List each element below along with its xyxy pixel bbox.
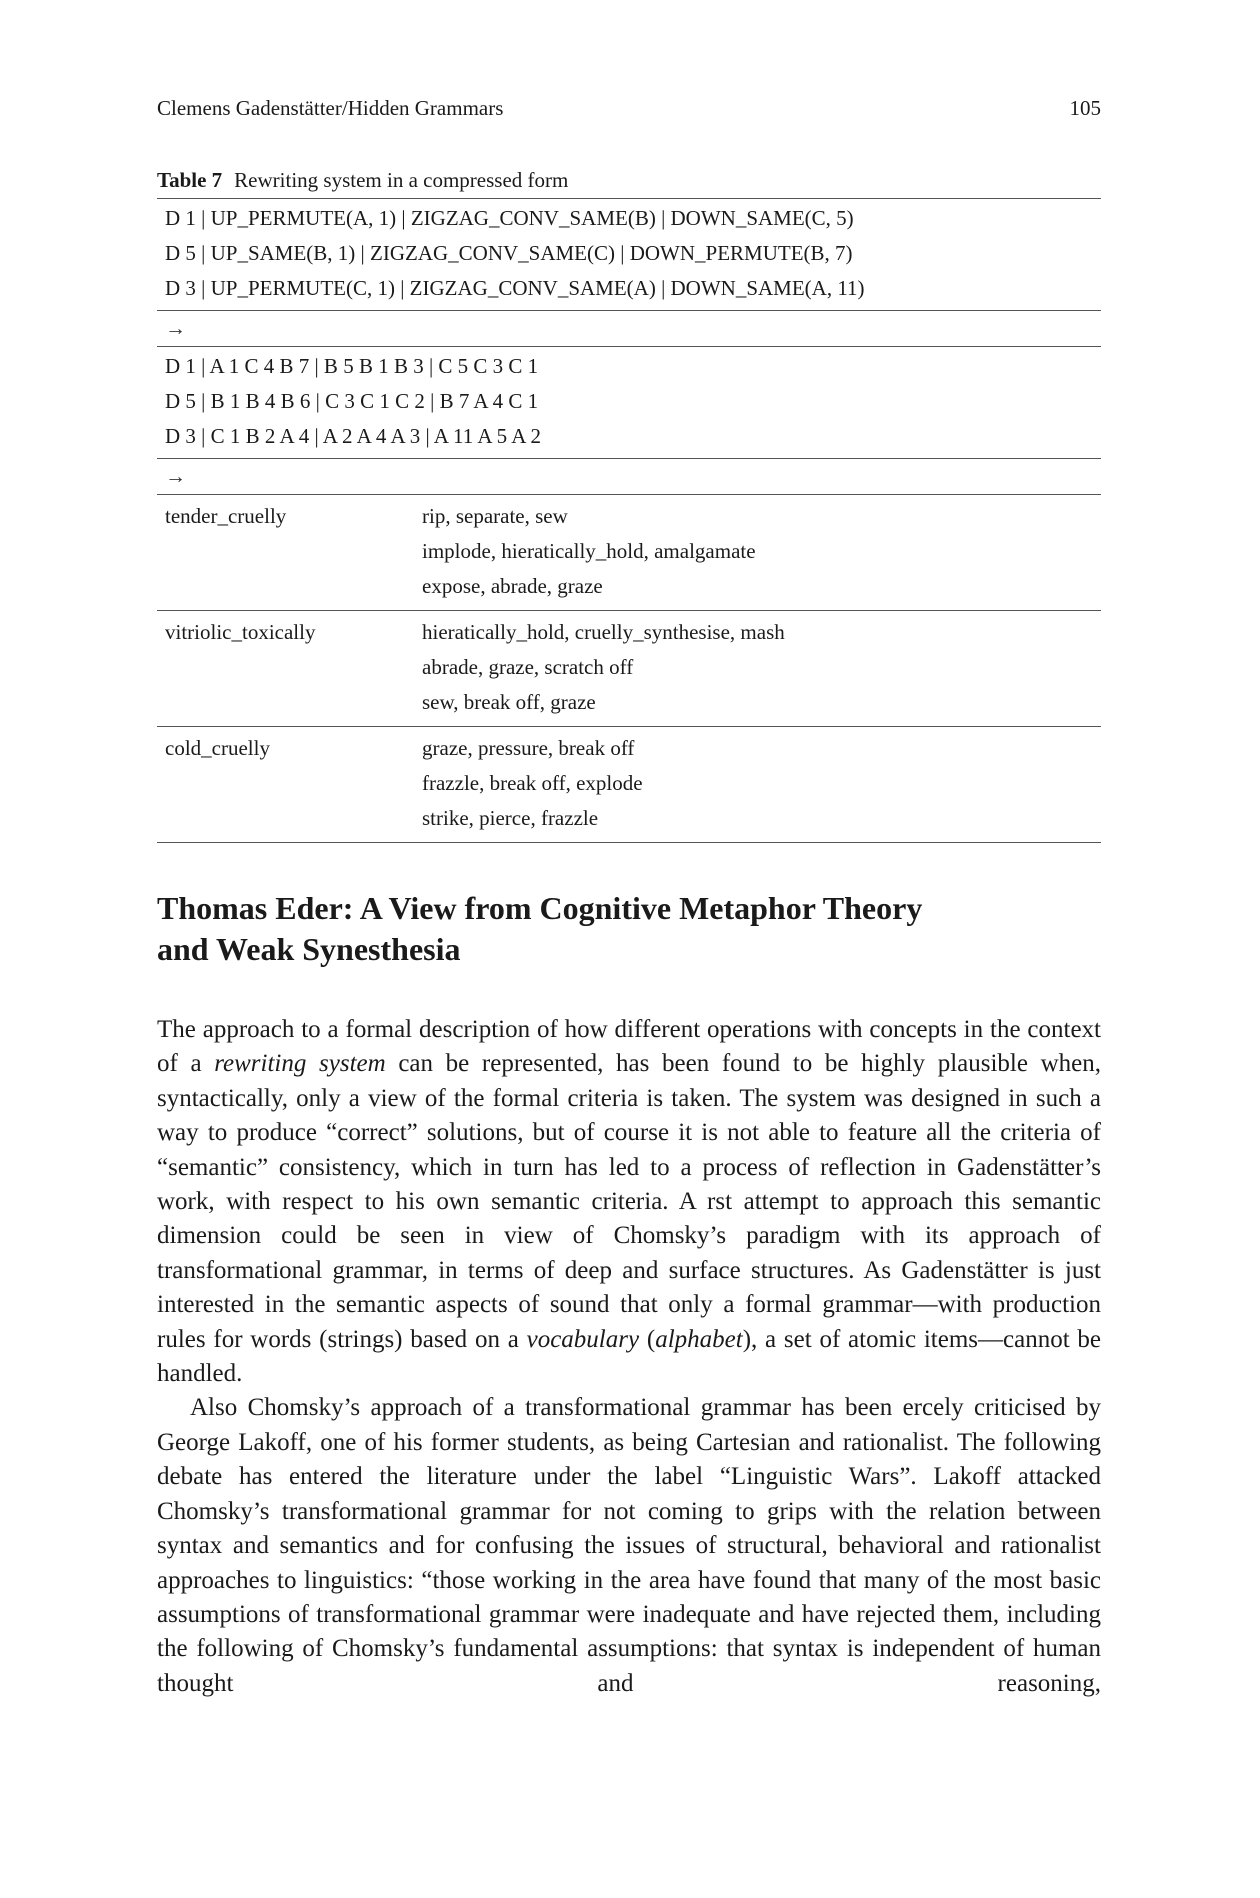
sequence-lines [157, 347, 1101, 458]
sequence-line: D 5 | B 1 B 4 B 6 | C 3 C 1 C 2 | B 7 A 4 C 1 [165, 389, 539, 413]
section-heading [157, 888, 1101, 970]
table-label: Table 7 [157, 168, 223, 192]
mapping-values [422, 615, 1093, 720]
mapping-value: graze, pressure, break off [422, 736, 635, 760]
text-run: ), a set of atomic items—cannot be handled. [157, 1325, 1102, 1388]
mapping-key: cold_cruelly [165, 736, 270, 760]
mapping-value: strike, pierce, frazzle [422, 806, 599, 830]
text-run: ( [639, 1325, 656, 1353]
mapping-values [422, 731, 1093, 836]
mapping-value: rip, separate, sew [422, 504, 568, 528]
mapping-value: abrade, graze, scratch off [422, 655, 634, 679]
sequence-line: D 1 | A 1 C 4 B 7 | B 5 B 1 B 3 | C 5 C 3 C 1 [165, 354, 539, 378]
mapping-value: implode, hieratically_hold, amalgamate [422, 539, 756, 563]
rule-line: D 3 | UP_PERMUTE(C, 1) | ZIGZAG_CONV_SAME(A) | DOWN_SAME(A, 11) [165, 276, 865, 300]
mapping-row [157, 727, 1101, 842]
mapping-values [422, 499, 1093, 604]
mapping-key: tender_cruelly [165, 504, 287, 528]
arrow-row: → [165, 316, 186, 340]
mapping-key: vitriolic_toxically [165, 620, 316, 644]
mapping-value: expose, abrade, graze [422, 574, 603, 598]
rule-line: D 1 | UP_PERMUTE(A, 1) | ZIGZAG_CONV_SAME(B) | DOWN_SAME(C, 5) [165, 206, 854, 230]
rule-lines [157, 199, 1101, 310]
body-text [157, 1013, 1101, 1701]
section-heading-line: and Weak Synesthesia [157, 931, 461, 967]
mapping-value: frazzle, break off, explode [422, 771, 643, 795]
italic-term: alphabet [655, 1325, 743, 1353]
running-title: Clemens Gadenstätter/Hidden Grammars [157, 96, 504, 120]
text-run: can be represented, has been found to be highly plausible when, syntactically, only a view of the formal criteria is taken. The system was designed in such a way to produce “correct” solutions, but of course it is not able to feature all the criteria of “semantic” consistency, which in turn has led to a process of reflection in Gadenstätter’s work, with respect to his own semantic criteria. A rst attempt to approach this semantic dimension could be seen in view of Chomsky’s paradigm with its approach of transformational grammar, in terms of deep and surface structures. As Gadenstätter is just interested in the semantic aspects of sound that only a formal grammar—with production rules for words (strings) based on a [157, 1050, 1102, 1353]
mapping-row [157, 611, 1101, 726]
mapping-row [157, 495, 1101, 610]
text-run: The approach to a formal description of how different operations with concepts in the context of a [157, 1016, 1101, 1078]
arrow-row: → [165, 464, 186, 488]
italic-term: vocabulary [526, 1325, 640, 1353]
sequence-line: D 3 | C 1 B 2 A 4 | A 2 A 4 A 3 | A 11 A 5 A 2 [165, 424, 541, 448]
italic-term: rewriting system [214, 1050, 386, 1078]
section-heading-line: Thomas Eder: A View from Cognitive Metaphor Theory [157, 890, 923, 926]
paragraph [157, 1013, 1101, 1391]
table-7 [157, 166, 1101, 843]
mapping-value: sew, break off, graze [422, 690, 596, 714]
running-head [157, 96, 1101, 121]
table-caption-text: Rewriting system in a compressed form [234, 168, 569, 192]
rule-line: D 5 | UP_SAME(B, 1) | ZIGZAG_CONV_SAME(C) | DOWN_PERMUTE(B, 7) [165, 241, 853, 265]
mapping-value: hieratically_hold, cruelly_synthesise, mash [422, 620, 785, 644]
paragraph: Also Chomsky’s approach of a transformational grammar has been ercely criticised by George Lakoff, one of his former students, as being Cartesian and rationalist. The following debate has entered the literature under the label “Linguistic Wars”. Lakoff attacked Chomsky’s transformational grammar for not coming to grips with the relation between syntax and semantics and for confusing the issues of structural, behavioral and rationalist approaches to linguistics: “those working in the area have found that many of the most basic assumptions of transformational grammar were inadequate and have rejected them, including the following of Chomsky’s fundamental assumptions: that syntax is independent of human thought and reasoning, [157, 1394, 1101, 1697]
table-caption [157, 166, 1101, 194]
page-number: 105 [1069, 96, 1101, 120]
table-rule [157, 842, 1101, 843]
